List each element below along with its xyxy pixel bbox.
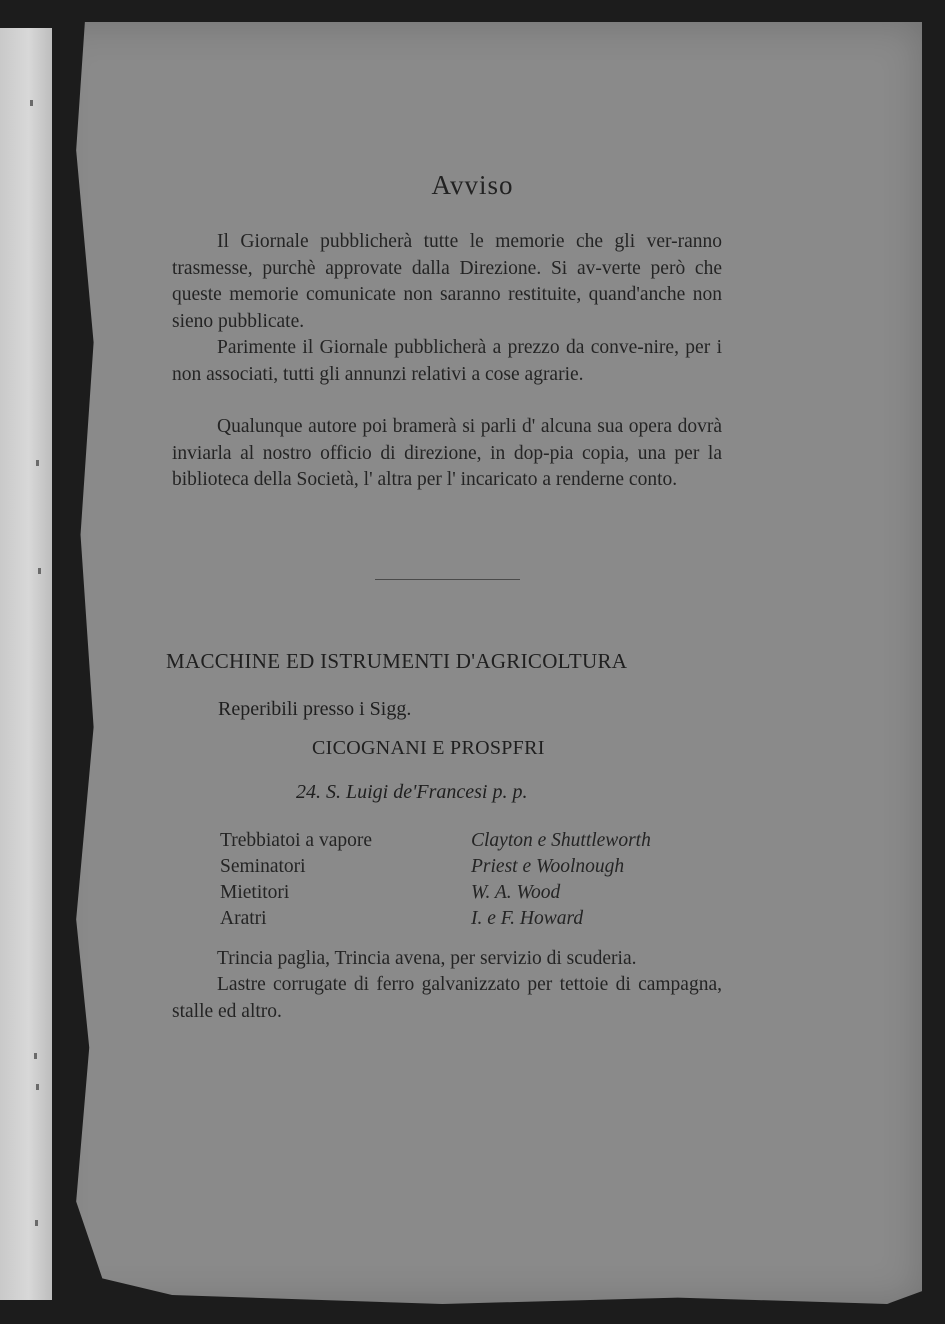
notice-title: Avviso (431, 170, 514, 200)
machine-maker: W. A. Wood (471, 882, 561, 903)
notice-paragraph-1 (172, 229, 722, 335)
ad-heading: MACCHINE ED ISTRUMENTI D'AGRICOLTURA (166, 649, 628, 673)
machine-name: Mietitori (220, 882, 290, 903)
supplier-address: 24. S. Luigi de'Francesi p. p. (296, 781, 528, 803)
notice-paragraph-2 (172, 335, 722, 388)
notice-paragraph-3 (172, 414, 722, 494)
ad-footer-1 (172, 946, 722, 973)
ad-footer-1-text: Trincia paglia, Trincia avena, per servizio di scuderia. (217, 948, 637, 969)
machine-row (0, 882, 945, 908)
machine-maker: I. e F. Howard (471, 908, 584, 929)
machine-name: Aratri (220, 908, 267, 929)
section-divider (375, 579, 520, 580)
machine-row (0, 856, 945, 882)
supplier-name: CICOGNANI E PROSPFRI (312, 737, 545, 759)
ad-intro: Reperibili presso i Sigg. (218, 698, 412, 720)
machine-name: Trebbiatoi a vapore (220, 830, 372, 851)
notice-paragraph-1-text: Il Giornale pubblicherà tutte le memorie che gli ver-ranno trasmesse, purchè approvate dalla Direzione. Si av-verte però che queste memorie comunicate non saranno restituite, quand'anche non sieno pubblicate. (172, 231, 722, 332)
machine-maker: Clayton e Shuttleworth (471, 830, 651, 851)
machine-maker: Priest e Woolnough (471, 856, 625, 877)
machine-name: Seminatori (220, 856, 306, 877)
notice-paragraph-2-text: Parimente il Giornale pubblicherà a prezzo da conve-nire, per i non associati, tutti gli annunzi relativi a cose agrarie. (172, 337, 722, 385)
notice-paragraph-3-text: Qualunque autore poi bramerà si parli d' alcuna sua opera dovrà inviarla al nostro officio di direzione, in dop-pia copia, una per la biblioteca della Società, l' altra per l' incaricato a renderne conto. (172, 416, 722, 490)
adjacent-page-edge (0, 28, 52, 1300)
machine-row (0, 908, 945, 934)
machine-row (0, 830, 945, 856)
ad-footer-2 (172, 972, 722, 1025)
ad-footer-2-text: Lastre corrugate di ferro galvanizzato per tettoie di campagna, stalle ed altro. (172, 974, 722, 1022)
